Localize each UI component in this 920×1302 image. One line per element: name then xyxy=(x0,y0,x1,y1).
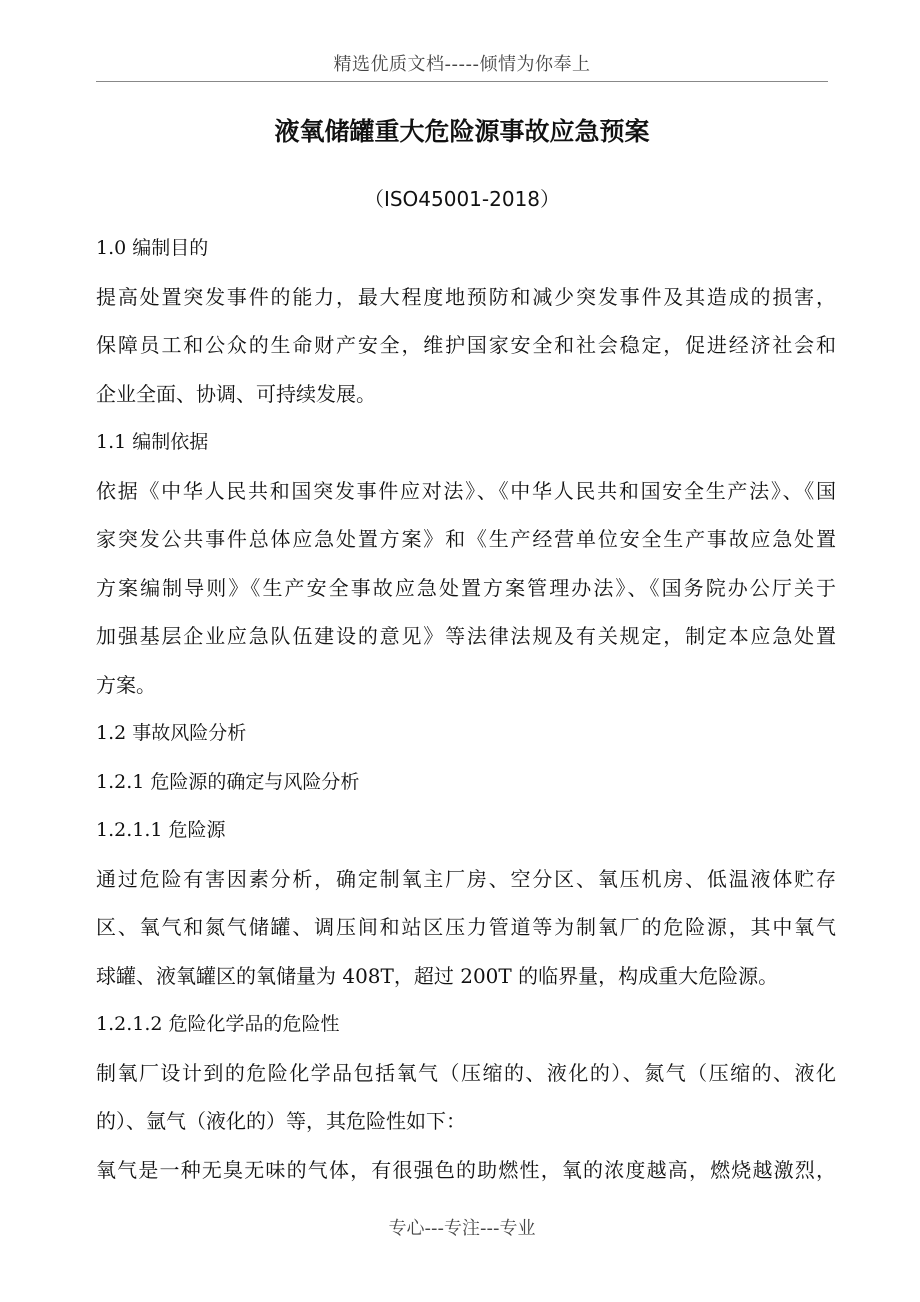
paragraph-line: 方案编制导则》《生产安全事故应急处置方案管理办法》、《国务院办公厅关于 xyxy=(96,575,836,600)
section-heading-1-2-1: 1.2.1 危险源的确定与风险分析 xyxy=(96,770,360,793)
paragraph-line: 的）、氩气（液化的）等，其危险性如下： xyxy=(96,1109,466,1133)
document-title: 液氧储罐重大危险源事故应急预案 xyxy=(274,117,650,146)
paragraph-line: 企业全面、协调、可持续发展。 xyxy=(96,381,376,406)
paragraph-line: 制氧厂设计到的危险化学品包括氧气（压缩的、液化的）、氮气（压缩的、液化 xyxy=(96,1060,836,1085)
section-heading-1-2-1-1: 1.2.1.1 危险源 xyxy=(96,819,226,841)
section-heading-1-0: 1.0 编制目的 xyxy=(96,237,209,259)
section-heading-1-1: 1.1 编制依据 xyxy=(96,431,209,453)
section-heading-1-2: 1.2 事故风险分析 xyxy=(96,722,247,744)
page-footer: 专心---专注---专业 xyxy=(388,1218,536,1239)
paragraph-line: 氧气是一种无臭无味的气体，有很强色的助燃性，氧的浓度越高，燃烧越激烈， xyxy=(96,1157,836,1182)
paragraph-line: 加强基层企业应急队伍建设的意见》等法律法规及有关规定，制定本应急处置 xyxy=(96,624,836,648)
paragraph-line: 家突发公共事件总体应急处置方案》和《生产经营单位安全生产事故应急处置 xyxy=(96,527,836,551)
paragraph-line: 区、氧气和氮气储罐、调压间和站区压力管道等为制氧厂的危险源，其中氧气 xyxy=(96,915,836,939)
page-header: 精选优质文档-----倾情为你奉上 xyxy=(333,54,591,75)
paragraph-line: 通过危险有害因素分析，确定制氧主厂房、空分区、氧压机房、低温液体贮存 xyxy=(96,866,836,891)
paragraph-line: 球罐、液氧罐区的氧储量为 408T，超过 200T 的临界量，构成重大危险源。 xyxy=(96,963,779,988)
paragraph-line: 依据《中华人民共和国突发事件应对法》、《中华人民共和国安全生产法》、《国 xyxy=(96,478,836,503)
document-body xyxy=(96,224,836,1194)
paragraph-line: 提高处置突发事件的能力，最大程度地预防和减少突发事件及其造成的损害， xyxy=(96,284,836,309)
paragraph-line: 方案。 xyxy=(96,672,156,697)
header-divider xyxy=(96,81,828,82)
document-subtitle: （ISO45001-2018） xyxy=(363,187,561,211)
section-heading-1-2-1-2: 1.2.1.2 危险化学品的危险性 xyxy=(96,1013,340,1035)
paragraph-line: 保障员工和公众的生命财产安全，维护国家安全和社会稳定，促进经济社会和 xyxy=(96,333,836,357)
